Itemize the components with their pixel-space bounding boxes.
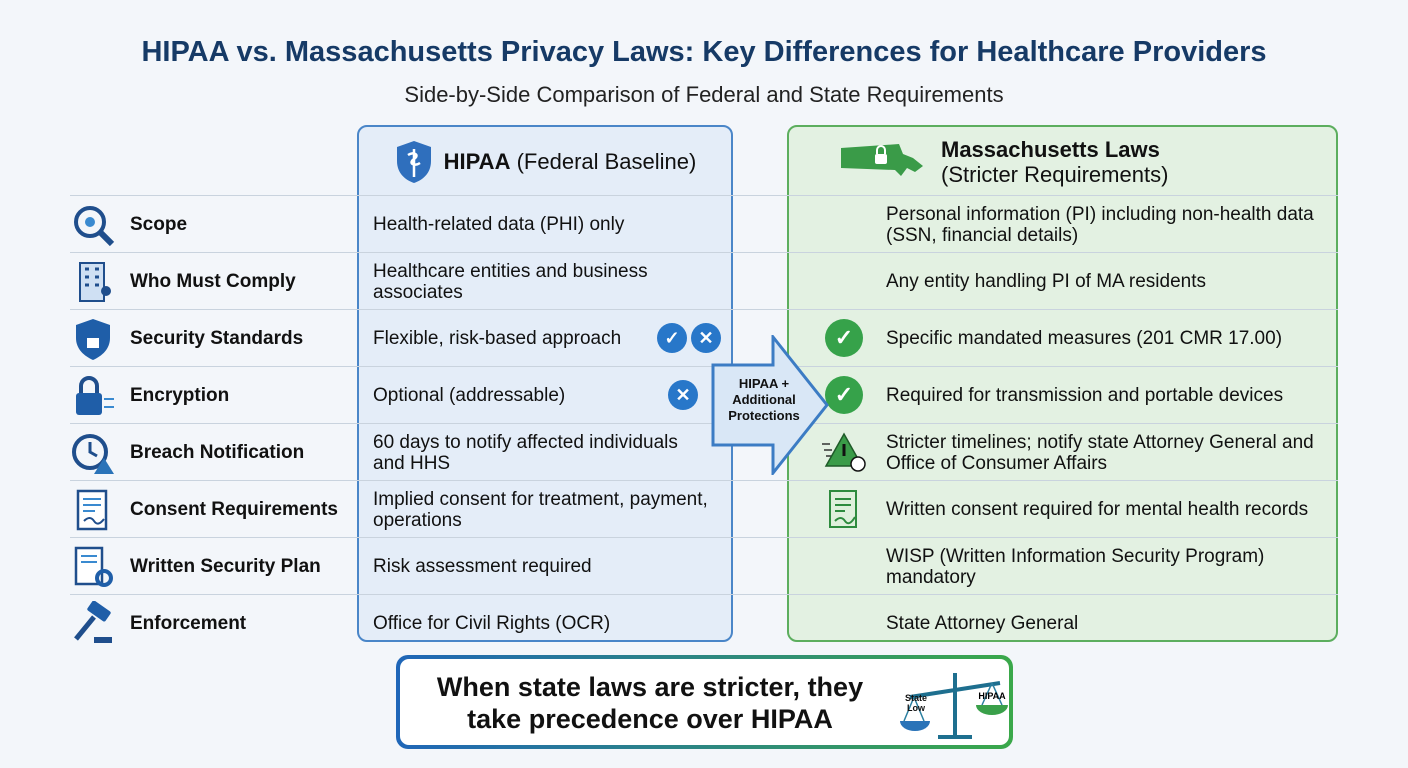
hipaa-cell-text: 60 days to notify affected individuals and HHS [373,431,678,474]
row-label [70,481,355,538]
hipaa-cell-text: Risk assessment required [373,556,592,577]
ma-cell [886,253,1326,310]
hipaa-status-icons [668,380,698,410]
hipaa-header-bold: HIPAA [443,149,511,174]
table-row [70,366,1338,423]
row-icon [70,316,116,362]
table-row [70,252,1338,309]
hipaa-cell [373,367,713,424]
check-icon: ✓ [825,376,863,414]
precedence-callout [396,655,1013,749]
hipaa-cell-text: Office for Civil Rights (OCR) [373,613,611,634]
shield-caduceus-icon [394,139,434,185]
hipaa-cell [373,538,713,595]
signed-document-icon [827,489,861,529]
ma-header-title: Massachusetts Laws [941,137,1160,162]
ma-cell [886,196,1326,253]
ma-header-subtitle: (Stricter Requirements) [941,162,1169,187]
row-icon [70,259,116,305]
hipaa-cell [373,196,713,253]
hipaa-cell-text: Implied consent for treatment, payment, operations [373,488,708,531]
ma-cell [886,538,1326,595]
row-label [70,595,355,652]
row-label [70,424,355,481]
hipaa-cell-text: Health-related data (PHI) only [373,214,625,235]
ma-cell [886,595,1326,652]
table-row [70,195,1338,252]
hipaa-cell-text: Healthcare entities and business associates [373,260,648,303]
ma-cell-text: Written consent required for mental health records [886,499,1309,520]
table-row [70,537,1338,594]
x-icon: ✕ [691,323,721,353]
scale-right-label: HIPAA [978,691,1006,701]
ma-cell-text: Personal information (PI) including non-health data (SSN, financial details) [886,203,1314,246]
row-label [70,367,355,424]
table-row [70,480,1338,537]
ma-cell [886,481,1326,538]
ma-cell [886,310,1326,367]
ma-status-icon [822,489,866,529]
ma-cell [886,367,1326,424]
row-label-text: Written Security Plan [130,556,321,577]
ma-cell-text: Any entity handling PI of MA residents [886,271,1207,292]
row-label-text: Consent Requirements [130,499,338,520]
row-icon [70,202,116,248]
ma-cell-text: Specific mandated measures (201 CMR 17.00) [886,328,1283,349]
precedence-text: When state laws are stricter, they take precedence over HIPAA [436,672,864,734]
hipaa-header-rest: (Federal Baseline) [516,149,697,174]
ma-cell-text: WISP (Written Information Security Program) mandatory [886,545,1265,588]
ma-cell-text: Required for transmission and portable devices [886,385,1284,406]
hipaa-header [359,127,731,197]
row-label [70,196,355,253]
ma-cell [886,424,1326,481]
hipaa-cell [373,595,713,652]
row-label-text: Scope [130,214,188,235]
check-icon: ✓ [657,323,687,353]
comparison-table [70,195,1338,651]
row-label-text: Encryption [130,385,230,406]
row-icon [70,373,116,419]
hipaa-cell-text: Optional (addressable) [373,385,566,406]
page-subtitle: Side-by-Side Comparison of Federal and State Requirements [404,82,1004,107]
row-icon [70,601,116,647]
arrow-label: HIPAA + Additional Protections [728,376,800,423]
row-label [70,310,355,367]
table-row [70,594,1338,651]
row-label [70,253,355,310]
ma-cell-text: Stricter timelines; notify state Attorney General and Office of Consumer Affairs [886,431,1314,474]
table-row [70,309,1338,366]
page-title: HIPAA vs. Massachusetts Privacy Laws: Key Differences for Healthcare Providers [141,36,1267,68]
table-row [70,423,1338,480]
row-icon [70,487,116,533]
ma-cell-text: State Attorney General [886,613,1079,634]
hipaa-cell [373,424,713,481]
ma-header [789,127,1336,197]
row-label-text: Enforcement [130,613,247,634]
massachusetts-map-lock-icon [839,140,925,184]
row-icon [70,544,116,590]
row-icon [70,430,116,476]
row-label [70,538,355,595]
row-label-text: Breach Notification [130,442,305,463]
hipaa-cell [373,253,713,310]
row-label-text: Who Must Comply [130,271,296,292]
row-label-text: Security Standards [130,328,304,349]
x-icon: ✕ [668,380,698,410]
check-icon: ✓ [825,319,863,357]
hipaa-cell [373,481,713,538]
scale-left-label: State Low [904,693,927,713]
hipaa-cell-text: Flexible, risk-based approach [373,328,622,349]
